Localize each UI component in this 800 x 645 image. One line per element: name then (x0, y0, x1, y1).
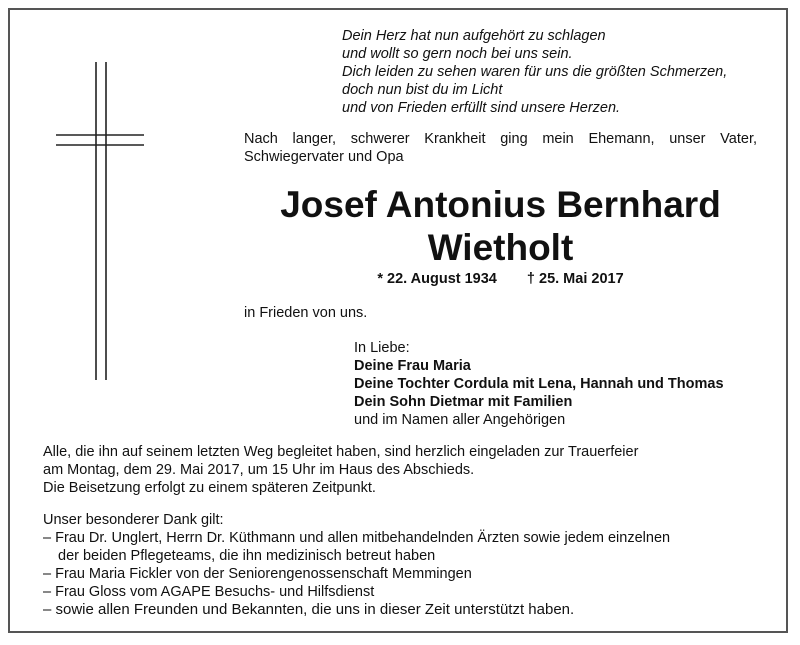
poem (342, 27, 782, 117)
life-dates (244, 271, 757, 287)
mourner-wife: Deine Frau Maria (354, 358, 471, 374)
thanks-heading: Unser besonderer Dank gilt: (43, 512, 224, 528)
service-line: Die Beisetzung erfolgt zu einem späteren Zeitpunkt. (43, 480, 376, 496)
thanks-line: – Frau Maria Fickler von der Seniorengenossenschaft Memmingen (43, 566, 472, 582)
poem-line: doch nun bist du im Licht (342, 82, 503, 98)
mourners-block (354, 339, 724, 429)
mourner-others: und im Namen aller Angehörigen (354, 412, 566, 428)
thanks-line: der beiden Pflegeteams, die ihn medizinisch betreut haben (58, 548, 436, 564)
funeral-service-info (43, 443, 763, 497)
poem-line: und von Frieden erfüllt sind unsere Herzen. (342, 100, 621, 116)
poem-line: und wollt so gern noch bei uns sein. (342, 46, 573, 62)
thanks-line: – Frau Gloss vom AGAPE Besuchs- und Hilfsdienst (43, 584, 375, 600)
peace-text: in Frieden von uns. (244, 305, 368, 321)
thanks-line: – Frau Dr. Unglert, Herrn Dr. Küthmann und allen mitbehandelnden Ärzten sowie jedem einzelnen (43, 530, 671, 546)
mourners-heading: In Liebe: (354, 340, 410, 356)
mourner-daughter: Deine Tochter Cordula mit Lena, Hannah und Thomas (354, 376, 724, 392)
cross-icon (40, 62, 162, 384)
thanks-line: – sowie allen Freunden und Bekannten, die uns in dieser Zeit unterstützt haben. (43, 601, 575, 618)
poem-line: Dein Herz hat nun aufgehört zu schlagen (342, 28, 606, 44)
service-line: Alle, die ihn auf seinem letzten Weg begleitet haben, sind herzlich eingeladen zur Trauerfeier (43, 444, 639, 460)
deceased-name (244, 183, 757, 269)
thanks-block (43, 511, 783, 619)
birth-date: * 22. August 1934 (377, 271, 497, 287)
death-date: † 25. Mai 2017 (526, 271, 624, 287)
mourner-son: Dein Sohn Dietmar mit Familien (354, 394, 573, 410)
poem-line: Dich leiden zu sehen waren für uns die größten Schmerzen, (342, 64, 728, 80)
name-line-1: Josef Antonius Bernhard (280, 184, 721, 225)
name-line-2: Wietholt (427, 227, 574, 268)
service-line: am Montag, dem 29. Mai 2017, um 15 Uhr im Haus des Abschieds. (43, 462, 475, 478)
intro-text: Nach langer, schwerer Krankheit ging mein Ehemann, unser Vater, Schwiegervater und Opa (244, 131, 757, 165)
